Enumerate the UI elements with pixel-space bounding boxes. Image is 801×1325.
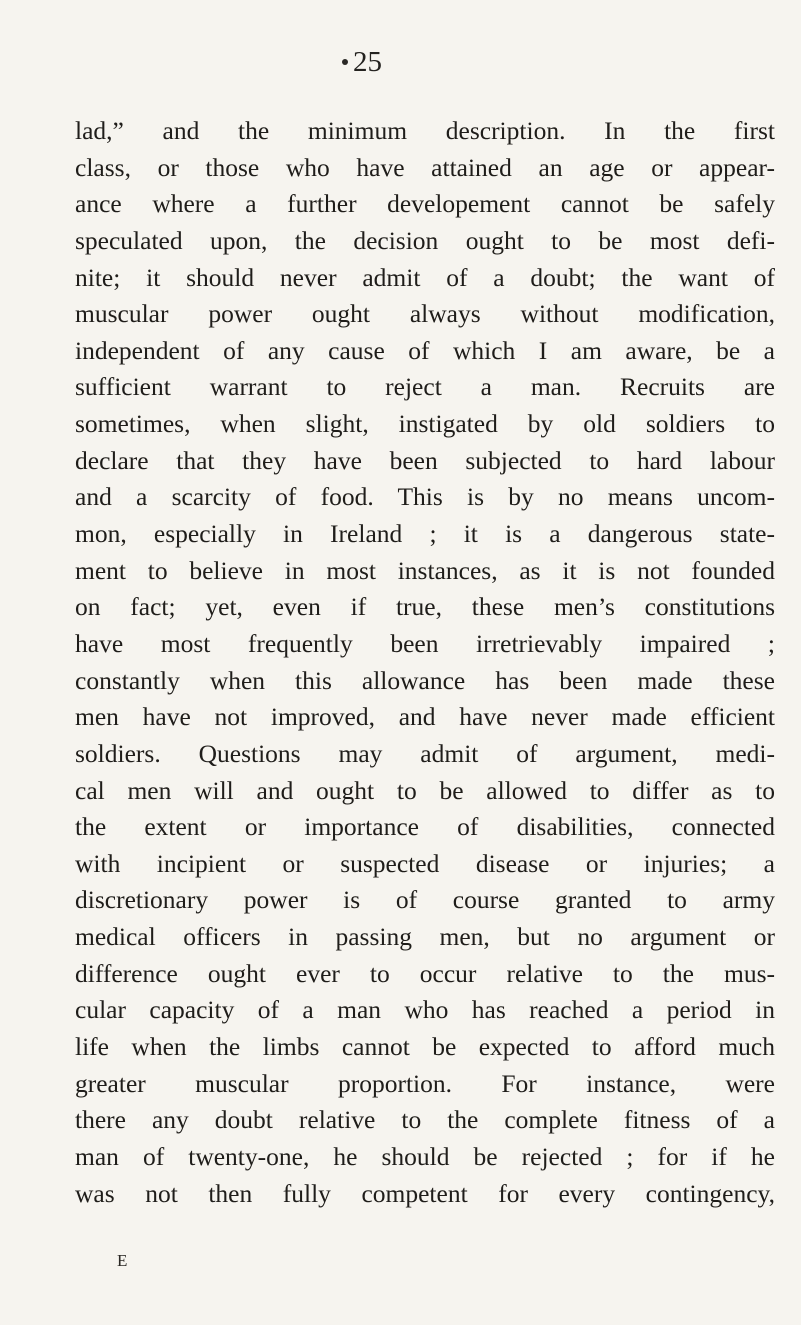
text-line: ance where a further developement cannot be safely [75,189,775,219]
text-line: was not then fully competent for every contingency, [75,1178,775,1208]
text-line: cular capacity of a man who has reached a period in [75,995,775,1025]
text-line: medical officers in passing men, but no argument or [75,922,775,952]
text-line: the extent or importance of disabilities, connected [75,812,775,842]
page-number: 25 [353,46,382,78]
text-line: there any doubt relative to the complete fitness of a [75,1105,775,1135]
header-bullet-mark [342,59,348,65]
text-line: on fact; yet, even if true, these men’s constitutions [75,592,775,622]
text-line: have most frequently been irretrievably impaired ; [75,628,775,658]
text-line: nite; it should never admit of a doubt; the want of [75,262,775,292]
body-text [75,113,775,1212]
text-line: constantly when this allowance has been made these [75,665,775,695]
text-line: men have not improved, and have never made efficient [75,702,775,732]
text-line: class, or those who have attained an age or appear- [75,152,775,182]
text-line: discretionary power is of course granted to army [75,885,775,915]
text-line: speculated upon, the decision ought to be most defi- [75,225,775,255]
signature-mark: E [117,1251,129,1270]
text-line: independent of any cause of which I am aware, be a [75,335,775,365]
text-line: greater muscular proportion. For instance, were [75,1068,775,1098]
text-line: sometimes, when slight, instigated by old soldiers to [75,409,775,439]
text-line: declare that they have been subjected to hard labour [75,445,775,475]
text-line: muscular power ought always without modification, [75,299,775,329]
text-line: mon, especially in Ireland ; it is a dangerous state- [75,519,775,549]
text-line: and a scarcity of food. This is by no means uncom- [75,482,775,512]
text-line: difference ought ever to occur relative to the mus- [75,958,775,988]
text-line: sufficient warrant to reject a man. Recruits are [75,372,775,402]
text-line: ment to believe in most instances, as it is not founded [75,555,775,585]
text-line: life when the limbs cannot be expected to afford much [75,1032,775,1062]
text-line: soldiers. Questions may admit of argument, medi- [75,738,775,768]
text-line: cal men will and ought to be allowed to differ as to [75,775,775,805]
text-line: lad,” and the minimum description. In the first [75,116,775,145]
text-line: with incipient or suspected disease or injuries; a [75,848,775,878]
text-line: man of twenty-one, he should be rejected ; for if he [75,1141,775,1171]
